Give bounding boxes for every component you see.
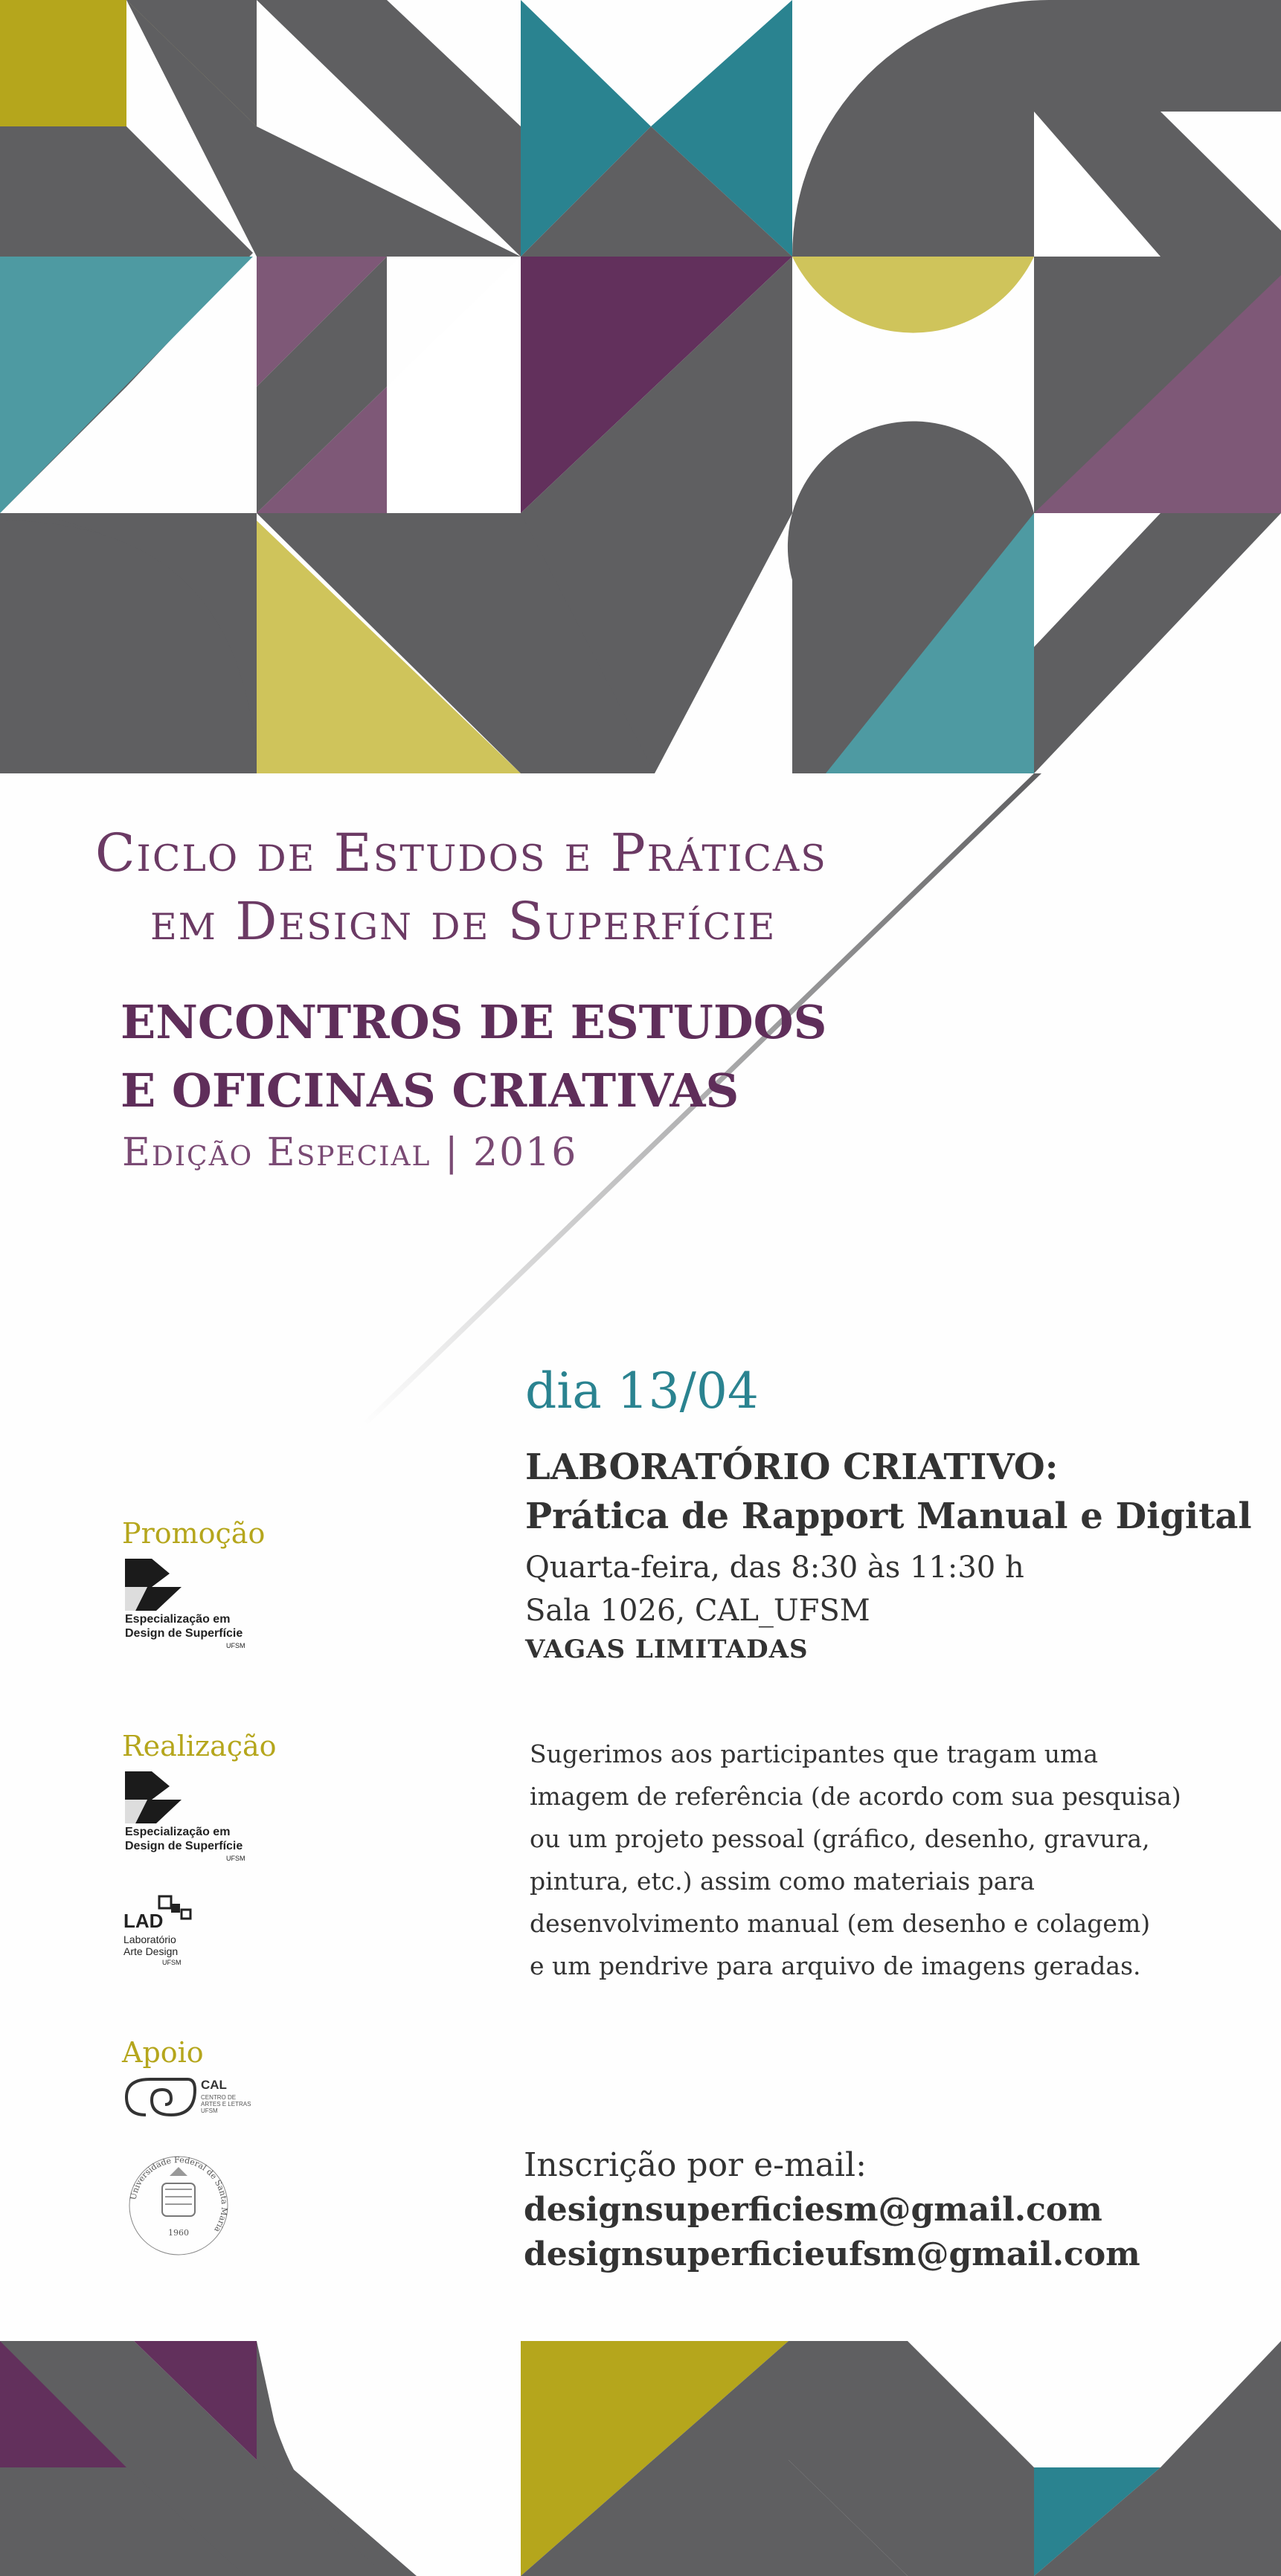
cal-logo-line-2: ARTES E LETRAS xyxy=(201,2101,251,2108)
cal-logo xyxy=(123,2075,257,2127)
spec-logo-line-2: Design de Superfície xyxy=(125,1627,243,1640)
svg-text:Universidade Federal de Santa xyxy=(128,2155,229,2235)
spec-design-logo-mark-2 xyxy=(125,1771,192,1823)
description xyxy=(530,1733,1181,1987)
event-room: Sala 1026, CAL_UFSM xyxy=(525,1594,870,1628)
registration-email-1[interactable]: designsuperficiesm@gmail.com xyxy=(524,2191,1102,2229)
spec-design-logo-mark xyxy=(125,1559,192,1611)
title-line-2: em Design de Superfície xyxy=(150,891,777,952)
description-line: Sugerimos aos participantes que tragam uma xyxy=(530,1739,1098,1768)
lad-logo-line-2: Arte Design xyxy=(123,1945,179,1957)
spec-logo-2-line-3: UFSM xyxy=(226,1855,245,1862)
subtitle-line-1: ENCONTROS DE ESTUDOS xyxy=(121,995,827,1049)
subtitle-line-2: E OFICINAS CRIATIVAS xyxy=(121,1063,739,1118)
description-line: pintura, etc.) assim como materiais para xyxy=(530,1867,1035,1896)
description-line: imagem de referência (de acordo com sua pesquisa) xyxy=(530,1782,1181,1811)
lad-logo-line-1: Laboratório xyxy=(123,1933,176,1945)
description-line: e um pendrive para arquivo de imagens geradas. xyxy=(530,1951,1141,1980)
edition-label: Edição Especial | 2016 xyxy=(122,1130,578,1175)
spec-logo-line-1: Especialização em xyxy=(125,1613,231,1626)
bottom-geometric-pattern xyxy=(0,2341,1281,2576)
ufsm-seal xyxy=(126,2154,231,2258)
event-date: dia 13/04 xyxy=(525,1362,759,1420)
lad-logo-mark xyxy=(158,1895,195,1922)
promocao-label: Promoção xyxy=(122,1517,266,1550)
apoio-label: Apoio xyxy=(122,2036,204,2069)
lad-logo-abbr: LAD xyxy=(123,1910,164,1932)
registration-email-2[interactable]: designsuperficieufsm@gmail.com xyxy=(524,2235,1140,2273)
spec-design-logo-2 xyxy=(123,1771,272,1868)
seal-text: Universidade Federal de Santa Maria xyxy=(128,2154,230,2235)
spec-design-logo xyxy=(123,1559,272,1655)
spec-logo-line-3: UFSM xyxy=(226,1642,245,1649)
lad-logo xyxy=(123,1895,228,1977)
cal-spiral-icon xyxy=(123,2075,198,2119)
cal-logo-line-3: UFSM xyxy=(201,2108,218,2114)
seal-year: 1960 xyxy=(168,2228,189,2238)
spec-logo-2-line-1: Especialização em xyxy=(125,1826,231,1838)
lad-logo-line-3: UFSM xyxy=(162,1959,182,1966)
limited-seats-notice: VAGAS LIMITADAS xyxy=(525,1635,809,1664)
cal-logo-line-1: CENTRO DE xyxy=(201,2094,237,2101)
description-line: ou um projeto pessoal (gráfico, desenho, gravura, xyxy=(530,1824,1150,1853)
event-title-line-1: LABORATÓRIO CRIATIVO: xyxy=(525,1446,1059,1488)
event-schedule: Quarta-feira, das 8:30 às 11:30 h xyxy=(525,1551,1024,1585)
registration-label: Inscrição por e-mail: xyxy=(524,2146,867,2184)
realizacao-label: Realização xyxy=(122,1730,277,1762)
description-line: desenvolvimento manual (em desenho e colagem) xyxy=(530,1909,1151,1938)
cal-logo-abbr: CAL xyxy=(201,2078,227,2092)
ufsm-seal-emblem xyxy=(126,2154,231,2258)
spec-logo-2-line-2: Design de Superfície xyxy=(125,1840,243,1852)
title-line-1: Ciclo de Estudos e Práticas xyxy=(95,822,827,883)
event-title-line-2: Prática de Rapport Manual e Digital xyxy=(525,1495,1252,1537)
